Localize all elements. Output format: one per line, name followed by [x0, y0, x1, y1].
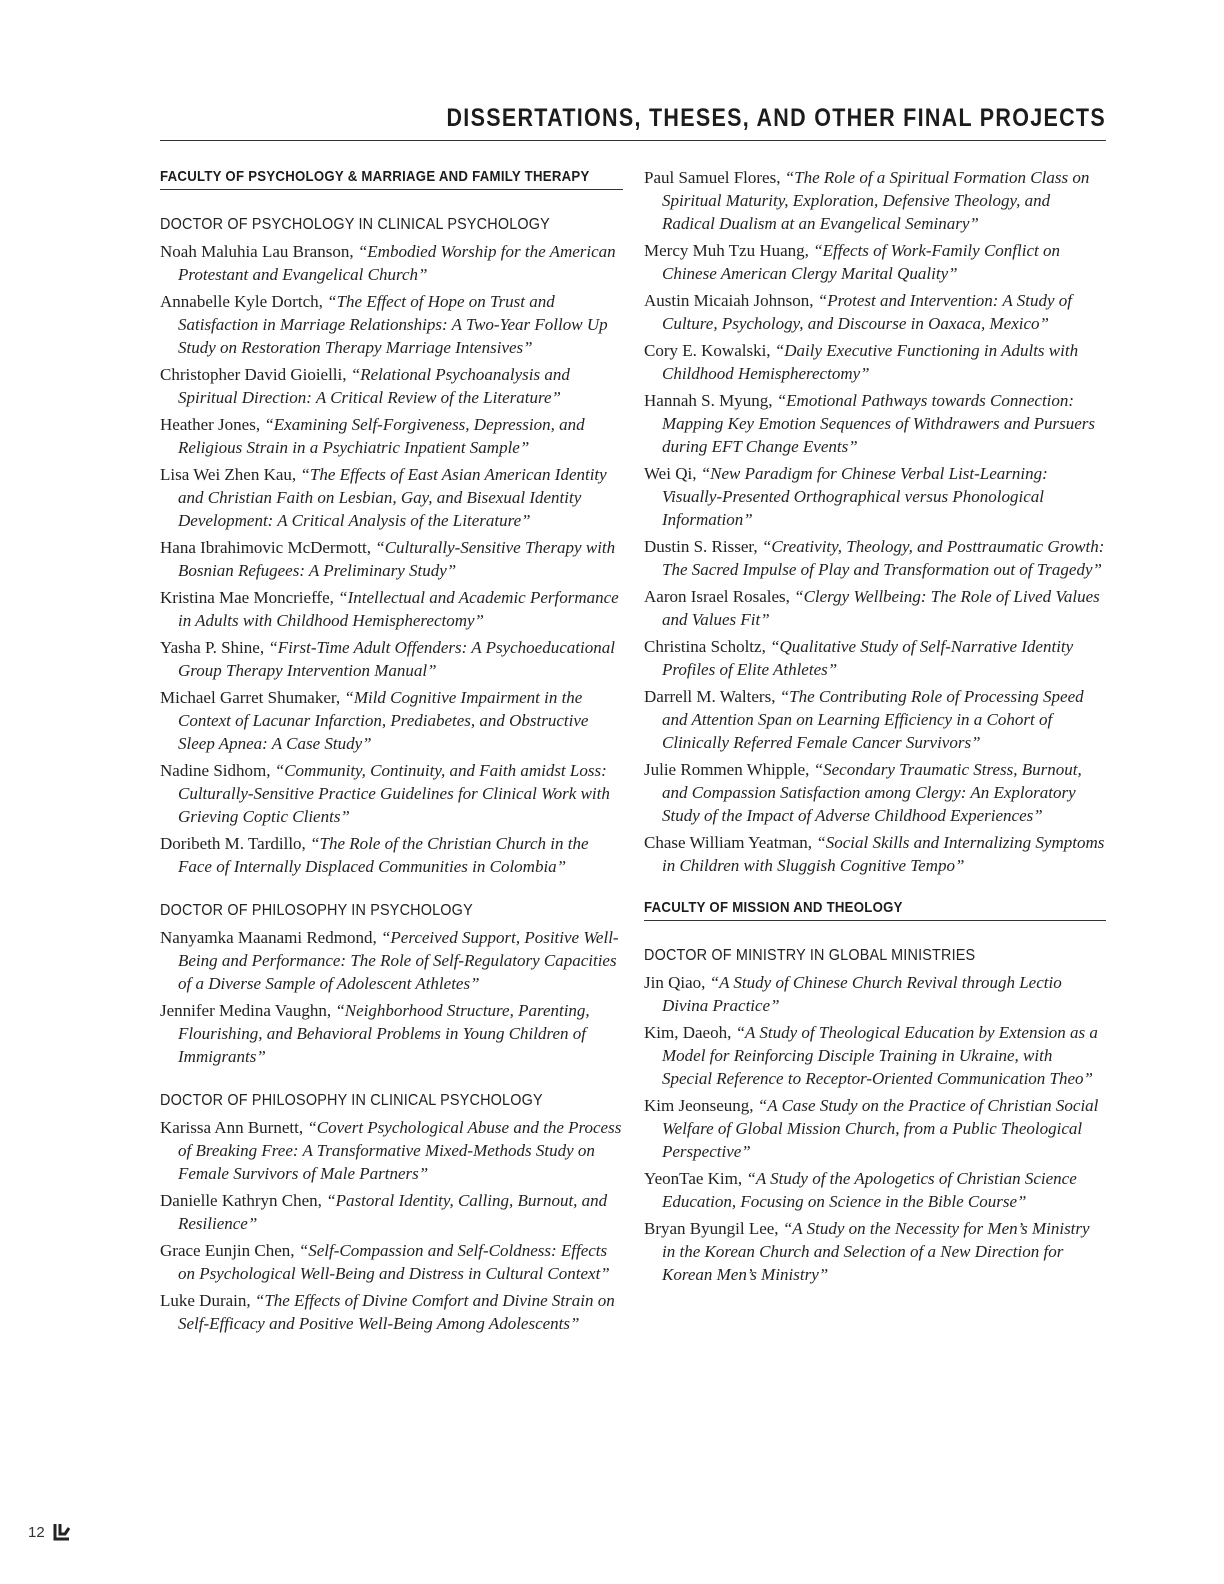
entry-item [644, 1021, 1106, 1090]
entry-item [644, 535, 1106, 581]
entry-author: Noah Maluhia Lau Branson, [160, 242, 354, 261]
degree-section [160, 216, 623, 878]
entry-title: “Culturally-Sensitive Therapy with Bosnian Refugees: A Preliminary Study” [178, 538, 616, 580]
entry-title: “New Paradigm for Chinese Verbal List-Learning: Visually-Presented Orthographical versus Phonological Information” [662, 464, 1048, 529]
entry-author: Karissa Ann Burnett, [160, 1118, 304, 1137]
entry-title: “Neighborhood Structure, Parenting, Flourishing, and Behavioral Problems in Young Children of Immigrants” [178, 1001, 590, 1066]
left-column [160, 166, 623, 1359]
entry-title: “Mild Cognitive Impairment in the Context of Lacunar Infarction, Prediabetes, and Obstructive Sleep Apnea: A Case Study” [178, 688, 589, 753]
seminary-logo-icon [53, 1522, 71, 1542]
degree-section [160, 1092, 623, 1335]
entry-item [644, 971, 1106, 1017]
entry-author: Luke Durain, [160, 1291, 251, 1310]
entry-title: “Relational Psychoanalysis and Spiritual Direction: A Critical Review of the Literature” [178, 365, 570, 407]
entry-item [160, 999, 623, 1068]
page-footer [28, 1522, 71, 1542]
entry-item [160, 686, 623, 755]
entry-title: “The Effects of East Asian American Identity and Christian Faith on Lesbian, Gay, and Bisexual Identity Development: A Critical Analysis of the Literature” [178, 465, 607, 530]
entry-author: Annabelle Kyle Dortch, [160, 292, 323, 311]
entry-author: Yasha P. Shine, [160, 638, 265, 657]
entry-title: “A Study on the Necessity for Men’s Ministry in the Korean Church and Selection of a New Direction for Korean Men’s Ministry” [662, 1219, 1090, 1284]
entry-item [160, 636, 623, 682]
entry-title: “First-Time Adult Offenders: A Psychoeducational Group Therapy Intervention Manual” [178, 638, 615, 680]
entry-author: Hana Ibrahimovic McDermott, [160, 538, 372, 557]
degree-section [644, 947, 1106, 1286]
continued-entry-list [644, 166, 1106, 877]
entry-author: Austin Micaiah Johnson, [644, 291, 814, 310]
entry-item [644, 635, 1106, 681]
degree-heading-text: DOCTOR OF PSYCHOLOGY IN CLINICAL PSYCHOLOGY [160, 216, 550, 233]
entry-title: “Protest and Intervention: A Study of Culture, Psychology, and Discourse in Oaxaca, Mexico” [662, 291, 1072, 333]
entry-item [160, 1289, 623, 1335]
entry-author: Michael Garret Shumaker, [160, 688, 341, 707]
entry-item [644, 585, 1106, 631]
degree-heading [644, 947, 1106, 965]
degree-heading-text: DOCTOR OF PHILOSOPHY IN CLINICAL PSYCHOLOGY [160, 1092, 543, 1109]
entry-author: Chase William Yeatman, [644, 833, 813, 852]
entry-title: “Pastoral Identity, Calling, Burnout, and Resilience” [178, 1191, 608, 1233]
entry-author: Hannah S. Myung, [644, 391, 773, 410]
entry-title: “Intellectual and Academic Performance in Adults with Childhood Hemispherectomy” [178, 588, 619, 630]
entry-item [644, 831, 1106, 877]
entry-item [644, 389, 1106, 458]
degree-section [160, 902, 623, 1068]
entry-title: “The Role of a Spiritual Formation Class on Spiritual Maturity, Exploration, Defensive Theology, and Radical Dualism at an Evangelical Seminary” [662, 168, 1090, 233]
page-number: 12 [28, 1523, 45, 1541]
entry-title: “Covert Psychological Abuse and the Process of Breaking Free: A Transformative Mixed-Methods Study on Female Survivors of Male Partners” [178, 1118, 622, 1183]
entry-item [644, 166, 1106, 235]
degree-heading-text: DOCTOR OF PHILOSOPHY IN PSYCHOLOGY [160, 902, 473, 919]
entry-item [160, 586, 623, 632]
entry-title: “Community, Continuity, and Faith amidst Loss: Culturally-Sensitive Practice Guidelines for Clinical Work with Grieving Coptic Clients” [178, 761, 610, 826]
entry-item [644, 1167, 1106, 1213]
entry-item [644, 1217, 1106, 1286]
entry-title: “Effects of Work-Family Conflict on Chinese American Clergy Marital Quality” [662, 241, 1060, 283]
entry-item [644, 462, 1106, 531]
entry-title: “Creativity, Theology, and Posttraumatic Growth: The Sacred Impulse of Play and Transformation out of Tragedy” [662, 537, 1105, 579]
entry-item [160, 413, 623, 459]
entry-title: “Secondary Traumatic Stress, Burnout, and Compassion Satisfaction among Clergy: An Exploratory Study of the Impact of Adverse Childhood Experiences” [662, 760, 1082, 825]
entry-item [160, 1239, 623, 1285]
entry-item [160, 463, 623, 532]
entry-author: Grace Eunjin Chen, [160, 1241, 295, 1260]
faculty-block-mission [644, 897, 1106, 1286]
entry-author: Danielle Kathryn Chen, [160, 1191, 322, 1210]
entry-author: Mercy Muh Tzu Huang, [644, 241, 809, 260]
entry-item [160, 1116, 623, 1185]
entry-item [644, 685, 1106, 754]
degree-heading [160, 1092, 623, 1110]
entry-title: “The Role of the Christian Church in the Face of Internally Displaced Communities in Colombia” [178, 834, 589, 876]
entry-item [160, 926, 623, 995]
entry-author: Cory E. Kowalski, [644, 341, 771, 360]
entry-title: “Daily Executive Functioning in Adults with Childhood Hemispherectomy” [662, 341, 1079, 383]
title-rule [160, 140, 1106, 141]
degree-heading-text: DOCTOR OF MINISTRY IN GLOBAL MINISTRIES [644, 947, 976, 964]
entry-author: Bryan Byungil Lee, [644, 1219, 779, 1238]
entry-author: Christopher David Gioielli, [160, 365, 347, 384]
entry-title: “A Study of the Apologetics of Christian Science Education, Focusing on Science in the Bible Course” [662, 1169, 1077, 1211]
entry-author: YeonTae Kim, [644, 1169, 743, 1188]
degree-heading [160, 902, 623, 920]
entry-author: Doribeth M. Tardillo, [160, 834, 306, 853]
entry-title: “A Study of Chinese Church Revival through Lectio Divina Practice” [662, 973, 1062, 1015]
entry-item [160, 759, 623, 828]
entry-author: Dustin S. Risser, [644, 537, 758, 556]
entry-author: Aaron Israel Rosales, [644, 587, 790, 606]
entry-author: Nadine Sidhom, [160, 761, 271, 780]
entry-title: “Qualitative Study of Self-Narrative Identity Profiles of Elite Athletes” [662, 637, 1074, 679]
entry-item [644, 289, 1106, 335]
entry-title: “Examining Self-Forgiveness, Depression, and Religious Strain in a Psychiatric Inpatient Sample” [178, 415, 585, 457]
entry-title: “A Case Study on the Practice of Christian Social Welfare of Global Mission Church, from a Public Theological Perspective” [662, 1096, 1099, 1161]
right-sections [644, 947, 1106, 1286]
left-sections [160, 216, 623, 1335]
right-column [644, 166, 1106, 1310]
entry-author: Darrell M. Walters, [644, 687, 776, 706]
entry-author: Wei Qi, [644, 464, 697, 483]
entry-item [644, 239, 1106, 285]
page-title: DISSERTATIONS, THESES, AND OTHER FINAL PROJECTS [446, 104, 1106, 132]
entry-title: “Embodied Worship for the American Protestant and Evangelical Church” [178, 242, 616, 284]
entry-author: Heather Jones, [160, 415, 261, 434]
entry-title: “Social Skills and Internalizing Symptoms in Children with Sluggish Cognitive Tempo” [662, 833, 1105, 875]
degree-heading [160, 216, 623, 234]
entry-author: Nanyamka Maanami Redmond, [160, 928, 377, 947]
entry-title: “The Effect of Hope on Trust and Satisfaction in Marriage Relationships: A Two-Year Follow Up Study on Restoration Therapy Marriage Intensives” [178, 292, 608, 357]
entry-title: “Clergy Wellbeing: The Role of Lived Values and Values Fit” [662, 587, 1100, 629]
entry-item [160, 363, 623, 409]
entry-title: “The Effects of Divine Comfort and Divine Strain on Self-Efficacy and Positive Well-Being Among Adolescents” [178, 1291, 615, 1333]
faculty-heading-mission: FACULTY OF MISSION AND THEOLOGY [644, 897, 1106, 921]
entry-author: Kim Jeonseung, [644, 1096, 754, 1115]
entry-item [160, 290, 623, 359]
entry-title: “A Study of Theological Education by Extension as a Model for Reinforcing Disciple Training in Ukraine, with Special Reference to Receptor-Oriented Communication Theo” [662, 1023, 1098, 1088]
entry-author: Christina Scholtz, [644, 637, 766, 656]
entry-item [160, 832, 623, 878]
entry-author: Jin Qiao, [644, 973, 706, 992]
faculty-heading-psychology: FACULTY OF PSYCHOLOGY & MARRIAGE AND FAMILY THERAPY [160, 166, 623, 190]
entry-title: “Emotional Pathways towards Connection: Mapping Key Emotion Sequences of Withdrawers and Pursuers during EFT Change Events” [662, 391, 1095, 456]
entry-item [644, 339, 1106, 385]
entry-title: “Perceived Support, Positive Well-Being and Performance: The Role of Self-Regulatory Capacities of a Diverse Sample of Adolescent Athletes” [178, 928, 619, 993]
entry-author: Kim, Daeoh, [644, 1023, 732, 1042]
entry-author: Kristina Mae Moncrieffe, [160, 588, 334, 607]
entry-item [644, 758, 1106, 827]
entry-item [160, 240, 623, 286]
entry-title: “Self-Compassion and Self-Coldness: Effects on Psychological Well-Being and Distress in Cultural Context” [178, 1241, 610, 1283]
entry-item [644, 1094, 1106, 1163]
entry-author: Lisa Wei Zhen Kau, [160, 465, 297, 484]
entry-item [160, 536, 623, 582]
entry-item [160, 1189, 623, 1235]
entry-author: Jennifer Medina Vaughn, [160, 1001, 332, 1020]
entry-title: “The Contributing Role of Processing Speed and Attention Span on Learning Efficiency in a Cohort of Clinically Referred Female Cancer Survivors” [662, 687, 1084, 752]
entry-author: Julie Rommen Whipple, [644, 760, 810, 779]
entry-author: Paul Samuel Flores, [644, 168, 781, 187]
